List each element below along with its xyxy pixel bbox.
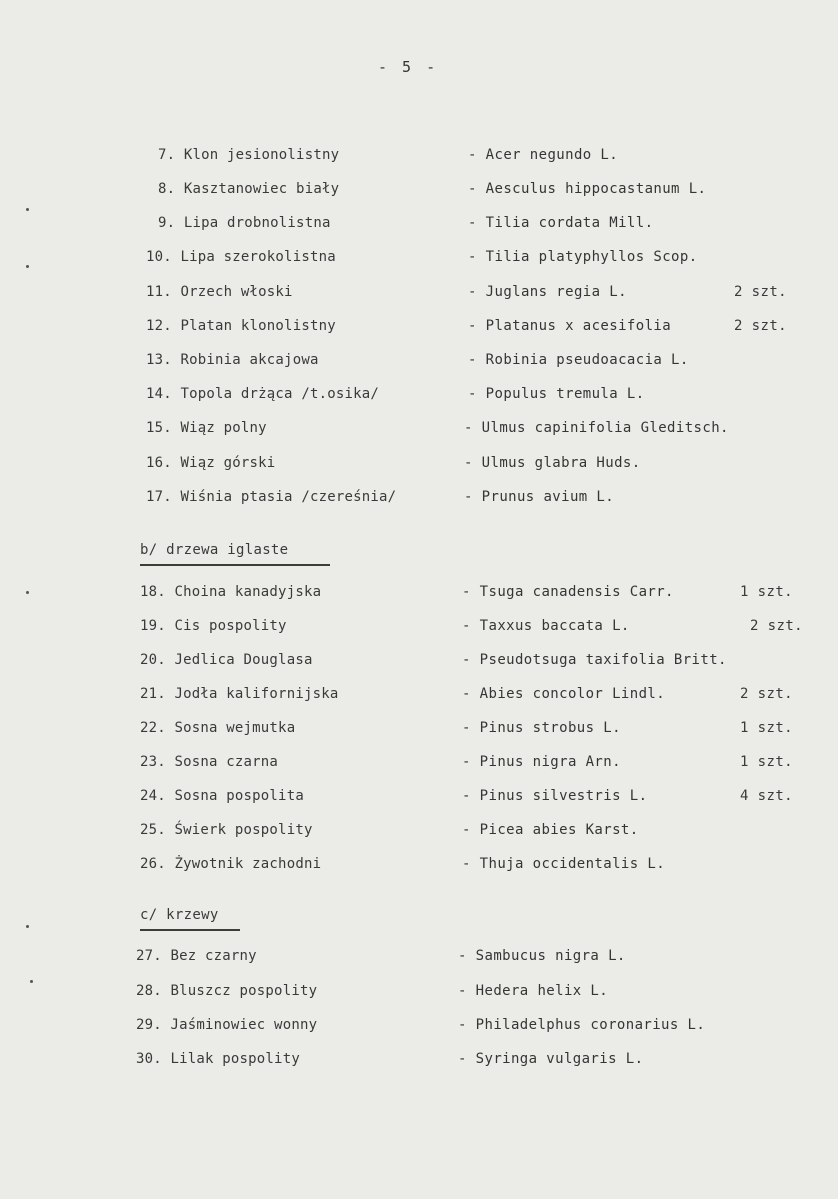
list-item <box>0 280 838 304</box>
list-item <box>0 682 838 706</box>
polish-name: 10. Lipa szerokolistna <box>146 249 336 265</box>
polish-name: 25. Świerk pospolity <box>140 822 313 838</box>
list-item <box>0 818 838 842</box>
list-item <box>0 143 838 167</box>
margin-speck <box>26 591 29 594</box>
section-underline <box>140 564 330 566</box>
list-item <box>0 416 838 440</box>
polish-name: 7. Klon jesionolistny <box>158 147 340 163</box>
latin-name: - Juglans regia L. <box>468 284 627 300</box>
latin-name: - Thuja occidentalis L. <box>462 856 666 872</box>
polish-name: 26. Żywotnik zachodni <box>140 856 322 872</box>
latin-name: - Platanus x acesifolia <box>468 318 672 334</box>
section-heading: c/ krzewy <box>140 907 219 923</box>
list-item <box>0 1047 838 1071</box>
quantity: 4 szt. <box>740 788 793 804</box>
latin-name: - Tsuga canadensis Carr. <box>462 584 674 600</box>
margin-speck <box>30 980 33 983</box>
latin-name: - Syringa vulgaris L. <box>458 1051 644 1067</box>
latin-name: - Picea abies Karst. <box>462 822 639 838</box>
list-item <box>0 750 838 774</box>
latin-name: - Pinus strobus L. <box>462 720 621 736</box>
latin-name: - Abies concolor Lindl. <box>462 686 666 702</box>
latin-name: - Populus tremula L. <box>468 386 645 402</box>
list-item <box>0 852 838 876</box>
polish-name: 22. Sosna wejmutka <box>140 720 296 736</box>
latin-name: - Tilia cordata Mill. <box>468 215 654 231</box>
polish-name: 16. Wiąz górski <box>146 455 276 471</box>
latin-name: - Ulmus capinifolia Gleditsch. <box>464 420 729 436</box>
list-item <box>0 177 838 201</box>
section-heading: b/ drzewa iglaste <box>140 542 289 558</box>
latin-name: - Philadelphus coronarius L. <box>458 1017 706 1033</box>
list-item <box>0 1013 838 1037</box>
polish-name: 11. Orzech włoski <box>146 284 293 300</box>
list-item <box>0 979 838 1003</box>
margin-speck <box>26 208 29 211</box>
latin-name: - Taxxus baccata L. <box>462 618 630 634</box>
polish-name: 27. Bez czarny <box>136 948 257 964</box>
quantity: 2 szt. <box>734 284 787 300</box>
polish-name: 23. Sosna czarna <box>140 754 279 770</box>
polish-name: 21. Jodła kalifornijska <box>140 686 339 702</box>
polish-name: 17. Wiśnia ptasia /czereśnia/ <box>146 489 397 505</box>
latin-name: - Pseudotsuga taxifolia Britt. <box>462 652 727 668</box>
list-item <box>0 211 838 235</box>
polish-name: 9. Lipa drobnolistna <box>158 215 331 231</box>
list-item <box>0 648 838 672</box>
quantity: 2 szt. <box>740 686 793 702</box>
list-item <box>0 580 838 604</box>
quantity: 1 szt. <box>740 754 793 770</box>
polish-name: 18. Choina kanadyjska <box>140 584 322 600</box>
list-item <box>0 485 838 509</box>
list-item <box>0 716 838 740</box>
latin-name: - Tilia platyphyllos Scop. <box>468 249 698 265</box>
latin-name: - Ulmus glabra Huds. <box>464 455 641 471</box>
latin-name: - Robinia pseudoacacia L. <box>468 352 689 368</box>
polish-name: 20. Jedlica Douglasa <box>140 652 313 668</box>
polish-name: 24. Sosna pospolita <box>140 788 304 804</box>
quantity: 1 szt. <box>740 584 793 600</box>
quantity: 2 szt. <box>734 318 787 334</box>
section-underline <box>140 929 240 931</box>
polish-name: 12. Platan klonolistny <box>146 318 336 334</box>
polish-name: 30. Lilak pospolity <box>136 1051 300 1067</box>
list-item <box>0 245 838 269</box>
latin-name: - Acer negundo L. <box>468 147 619 163</box>
list-item <box>0 348 838 372</box>
polish-name: 15. Wiąz polny <box>146 420 267 436</box>
polish-name: 8. Kasztanowiec biały <box>158 181 340 197</box>
list-item <box>0 614 838 638</box>
latin-name: - Sambucus nigra L. <box>458 948 626 964</box>
latin-name: - Pinus silvestris L. <box>462 788 648 804</box>
latin-name: - Aesculus hippocastanum L. <box>468 181 707 197</box>
polish-name: 13. Robinia akcajowa <box>146 352 319 368</box>
quantity: 2 szt. <box>750 618 803 634</box>
margin-speck <box>26 925 29 928</box>
list-item <box>0 451 838 475</box>
polish-name: 19. Cis pospolity <box>140 618 287 634</box>
latin-name: - Hedera helix L. <box>458 983 609 999</box>
quantity: 1 szt. <box>740 720 793 736</box>
list-item <box>0 314 838 338</box>
latin-name: - Pinus nigra Arn. <box>462 754 621 770</box>
polish-name: 29. Jaśminowiec wonny <box>136 1017 318 1033</box>
latin-name: - Prunus avium L. <box>464 489 615 505</box>
page-number: - 5 - <box>378 58 439 76</box>
list-item <box>0 382 838 406</box>
margin-speck <box>26 265 29 268</box>
polish-name: 14. Topola drżąca /t.osika/ <box>146 386 379 402</box>
list-item <box>0 944 838 968</box>
list-item <box>0 784 838 808</box>
polish-name: 28. Bluszcz pospolity <box>136 983 318 999</box>
